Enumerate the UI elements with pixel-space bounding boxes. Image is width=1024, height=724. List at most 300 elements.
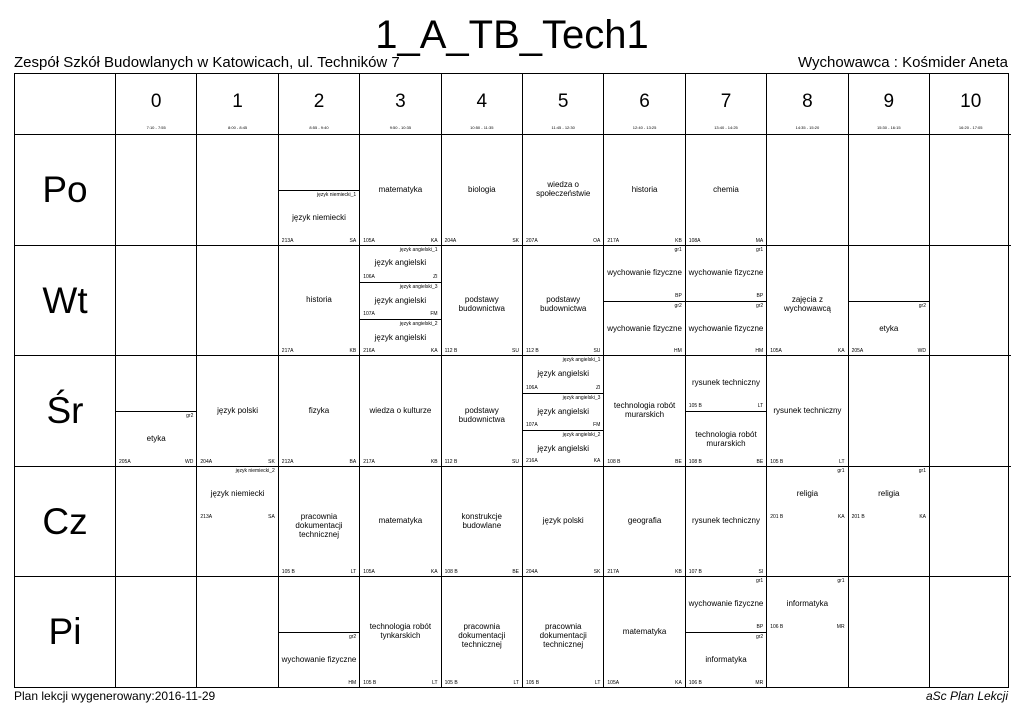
lesson-subject: technologia robót murarskich [613,401,676,420]
lesson-cell [197,467,278,578]
lesson-teacher: LT [513,679,519,686]
period-header [197,74,278,135]
lesson-room: 112 B [526,348,539,354]
period-header [360,74,441,135]
day-label: Pi [48,611,82,652]
lesson-subject: język niemiecki [292,213,346,223]
lesson-slot[interactable] [604,467,684,578]
period-number: 1 [232,91,243,112]
lesson-cell [604,246,685,357]
lesson-teacher: BA [349,458,357,465]
lesson-room: 107 B [688,569,702,575]
lesson-subject: wychowanie fizyczne [281,655,357,665]
period-time: 7:10 - 7:55 [146,125,166,130]
lesson-room: 105 B [526,679,540,686]
lesson-subject: geografia [627,516,662,526]
lesson-slot[interactable] [279,356,359,467]
lesson-teacher: KB [675,569,682,575]
day-label: Wt [42,279,88,321]
lesson-room: 106A [526,384,538,391]
lesson-room: 217A [607,237,620,244]
period-time: 15:30 - 16:15 [877,125,901,130]
day-label-cell [15,467,116,578]
period-number: 8 [802,91,813,112]
lesson-cell [523,246,604,357]
period-number: 3 [395,91,406,112]
lesson-teacher: BP [675,292,682,299]
lesson-cell [523,356,604,467]
period-time: 8:00 - 8:45 [228,125,248,130]
lesson-slot[interactable] [442,356,522,467]
lesson-cell [767,356,848,467]
lesson-teacher: OA [593,237,601,244]
period-header [279,74,360,135]
lesson-subject: wychowanie fizyczne [607,323,682,333]
lesson-subject: podstawy budownictwa [540,295,587,314]
lesson-room: 105A [770,348,782,354]
lesson-group: język angielski_2 [399,321,438,328]
lesson-subject: fizyka [308,405,330,415]
lesson-room: 105 B [444,679,458,686]
lesson-subject: zajęcia z wychowawcą [783,295,831,314]
lesson-slot[interactable] [849,467,929,522]
lesson-cell [849,467,930,578]
lesson-teacher: ZI [595,384,601,391]
lesson-cell [279,467,360,578]
lesson-room: 217A [281,348,294,354]
lesson-subject: podstawy budownictwa [458,295,505,314]
period-header [442,74,523,135]
period-number: 7 [720,91,732,112]
lesson-teacher: LT [432,679,438,686]
lesson-cell [604,467,685,578]
lesson-teacher: LT [757,403,764,410]
lesson-room: 112 B [444,458,458,465]
lesson-slot[interactable] [279,246,359,357]
period-time: 9:50 - 10:35 [389,125,412,130]
lesson-group: gr2 [755,302,764,309]
period-header [930,74,1011,135]
lesson-slot[interactable] [767,246,847,357]
lesson-subject: język polski [542,516,584,526]
lesson-cell [116,356,197,467]
day-label: Śr [46,390,84,431]
period-number: 5 [557,91,569,112]
lesson-subject: pracownia dokumentacji technicznej [458,622,506,650]
lesson-group: gr1 [674,246,682,253]
lesson-subject: język angielski [374,296,427,306]
lesson-slot[interactable] [279,190,359,245]
lesson-cell [849,135,930,246]
lesson-subject: wychowanie fizyczne [688,599,764,609]
lesson-cell [360,467,441,578]
lesson-teacher: KB [675,237,682,244]
lesson-cell [930,135,1011,246]
lesson-cell [523,577,604,688]
lesson-teacher: HM [348,679,357,686]
lesson-cell [360,577,441,688]
lesson-slot[interactable] [360,246,440,283]
lesson-slot[interactable] [604,246,684,301]
lesson-cell [279,135,360,246]
lesson-subject: wiedza o kulturze [369,405,432,415]
lesson-cell [116,246,197,357]
lesson-group: gr2 [755,634,764,641]
lesson-cell [686,246,767,357]
period-header [116,74,197,135]
lesson-subject: język niemiecki [210,488,265,498]
lesson-cell [930,356,1011,467]
lesson-cell [442,135,523,246]
lesson-teacher: WD [185,458,194,465]
day-label-cell [15,135,116,246]
lesson-slot[interactable] [279,467,359,578]
lesson-group: język angielski_3 [399,284,438,291]
lesson-subject: język angielski [537,368,589,378]
lesson-slot[interactable] [279,632,359,687]
lesson-group: gr2 [348,634,357,641]
lesson-cell [442,577,523,688]
lesson-room: 105 B [363,679,377,686]
lesson-group: język angielski_1 [399,246,438,253]
lesson-slot[interactable] [849,301,929,356]
lesson-room: 216A [526,458,538,465]
lesson-teacher: KA [675,679,682,686]
lesson-teacher: BE [756,458,764,465]
lesson-teacher: HM [674,348,682,354]
lesson-teacher: MR [755,679,764,686]
lesson-teacher: LT [839,458,845,465]
lesson-teacher: FM [430,311,438,318]
lesson-slot[interactable] [360,577,440,688]
lesson-group: gr2 [918,302,926,309]
lesson-room: 205A [119,458,131,465]
lesson-teacher: KA [919,513,926,520]
lesson-subject: matematyka [622,626,667,636]
lesson-teacher: KA [837,348,845,354]
lesson-subject: język angielski [537,443,589,453]
lesson-slot[interactable] [523,135,603,246]
lesson-group: gr1 [755,246,764,253]
period-time: 11:45 - 12:30 [551,125,575,130]
lesson-room: 108 B [688,458,702,465]
lesson-teacher: BE [512,569,519,575]
lesson-group: gr1 [837,578,845,584]
period-number: 9 [883,91,895,112]
lesson-room: 204A [200,458,213,465]
lesson-subject: pracownia dokumentacji technicznej [539,622,587,650]
lesson-subject: wiedza o społeczeństwie [536,180,591,199]
day-label: Cz [42,500,88,542]
lesson-slot[interactable] [442,467,522,578]
lesson-teacher: LT [350,569,357,575]
school-name: Zespół Szkół Budowlanych w Katowicach, ul. Techników 7 [14,54,400,71]
lesson-room: 105A [363,237,375,244]
lesson-cell [442,467,523,578]
lesson-room: 204A [526,569,538,575]
lesson-slot[interactable] [523,430,603,467]
lesson-teacher: FM [593,421,601,428]
lesson-slot[interactable] [767,356,847,467]
lesson-cell [849,356,930,467]
lesson-group: gr1 [755,578,764,584]
lesson-group: język angielski_3 [562,394,601,401]
lesson-room: 216A [363,347,375,354]
lesson-room: 108 B [607,458,621,465]
lesson-cell [686,356,767,467]
lesson-room: 205A [851,348,864,354]
day-label-cell [15,356,116,467]
lesson-subject: rysunek techniczny [691,378,760,388]
lesson-subject: język polski [217,405,259,415]
lesson-room: 105A [363,569,375,575]
lesson-subject: etyka [879,323,899,333]
lesson-slot[interactable] [360,135,440,246]
lesson-cell [360,135,441,246]
lesson-slot[interactable] [442,246,522,357]
lesson-cell [604,135,685,246]
lesson-subject: chemia [713,184,739,194]
lesson-subject: matematyka [378,184,423,194]
lesson-slot[interactable] [604,135,684,246]
lesson-group: gr1 [918,467,926,474]
lesson-teacher: BP [756,624,764,631]
lesson-cell [279,577,360,688]
lesson-subject: informatyka [705,655,747,665]
lesson-slot[interactable] [523,356,603,393]
period-header [523,74,604,135]
period-number: 0 [150,91,162,112]
lesson-slot[interactable] [604,577,684,688]
lesson-group: gr2 [186,413,194,420]
lesson-subject: język angielski [537,406,589,416]
lesson-subject: etyka [146,434,166,444]
lesson-teacher: SU [593,348,601,354]
lesson-teacher: KA [430,569,438,575]
lesson-teacher: HM [755,348,764,354]
lesson-cell [116,135,197,246]
lesson-teacher: KA [837,513,845,520]
lesson-subject: wychowanie fizyczne [607,267,682,277]
lesson-subject: rysunek techniczny [691,516,760,526]
lesson-teacher: SK [268,458,275,465]
lesson-slot[interactable] [360,319,440,356]
lesson-teacher: KB [349,348,357,354]
lesson-room: 201 B [851,513,865,520]
lesson-cell [849,577,930,688]
lesson-subject: podstawy budownictwa [458,405,505,424]
lesson-cell [360,356,441,467]
lesson-subject: wychowanie fizyczne [688,323,764,333]
lesson-teacher: LT [594,679,601,686]
lesson-slot[interactable] [686,135,766,246]
lesson-room: 212A [281,458,294,465]
lesson-teacher: SU [512,458,519,465]
lesson-subject: technologia robót murarskich [695,429,757,448]
lesson-room: 213A [200,513,213,520]
lesson-teacher: SA [349,237,357,244]
lesson-cell [116,577,197,688]
lesson-room: 106A [363,274,375,281]
lesson-subject: historia [631,184,658,194]
lesson-slot[interactable] [767,577,847,632]
lesson-cell [604,577,685,688]
lesson-cell [767,577,848,688]
lesson-teacher: SI [758,569,764,575]
period-time: 14:35 - 15:20 [795,125,820,130]
lesson-teacher: SK [593,569,601,575]
lesson-teacher: SU [512,348,519,354]
lesson-cell [442,356,523,467]
lesson-subject: informatyka [786,599,829,609]
lesson-slot[interactable] [523,577,603,688]
lesson-teacher: ZI [433,274,438,281]
period-time: 12:40 - 13:25 [632,125,657,130]
lesson-cell [849,246,930,357]
lesson-cell [523,467,604,578]
lesson-subject: język angielski [374,333,427,343]
lesson-subject: pracownia dokumentacji technicznej [295,511,343,539]
period-time: 8:55 - 9:40 [309,125,329,130]
lesson-cell [686,135,767,246]
lesson-cell [197,135,278,246]
lesson-room: 105 B [688,403,702,410]
lesson-teacher: MR [836,624,845,631]
lesson-room: 217A [607,569,620,575]
lesson-slot[interactable] [604,356,684,467]
lesson-subject: historia [306,295,332,305]
lesson-slot[interactable] [767,467,847,522]
timetable-grid [14,73,1009,688]
lesson-cell [767,467,848,578]
corner-cell [15,74,116,135]
lesson-cell [197,246,278,357]
period-header [849,74,930,135]
lesson-teacher: BE [675,458,682,465]
lesson-slot[interactable] [686,577,766,632]
lesson-teacher: KA [430,237,438,244]
lesson-slot[interactable] [523,393,603,430]
lesson-cell [686,467,767,578]
lesson-slot[interactable] [197,356,277,467]
lesson-cell [523,135,604,246]
lesson-slot[interactable] [523,467,603,578]
period-header [686,74,767,135]
lesson-slot[interactable] [360,467,440,578]
period-number: 4 [476,91,488,112]
lesson-subject: język angielski [374,258,427,268]
lesson-cell [279,246,360,357]
lesson-slot[interactable] [442,135,522,246]
lesson-teacher: KA [593,458,601,465]
lesson-cell [767,246,848,357]
lesson-subject: religia [878,488,900,498]
lesson-group: gr2 [674,302,682,309]
lesson-teacher: SA [268,513,275,520]
generated-date: Plan lekcji wygenerowany:2016-11-29 [14,689,216,703]
lesson-group: język niemiecki_2 [235,467,275,474]
lesson-subject: matematyka [378,516,423,526]
lesson-cell [279,356,360,467]
day-label-cell [15,577,116,688]
lesson-slot[interactable] [604,301,684,356]
lesson-room: 217A [363,458,375,465]
lesson-cell [116,467,197,578]
lesson-slot[interactable] [686,301,766,356]
lesson-cell [442,246,523,357]
lesson-subject: religia [796,488,819,498]
lesson-cell [930,577,1011,688]
lesson-teacher: BP [756,292,764,299]
lesson-slot[interactable] [523,246,603,357]
lesson-cell [767,135,848,246]
lesson-group: gr1 [837,467,845,474]
period-time: 16:20 - 17:05 [958,125,983,130]
lesson-slot[interactable] [116,411,196,466]
page-title: 1_A_TB_Tech1 [375,13,649,57]
software-credit: aSc Plan Lekcji [925,689,1008,703]
lesson-room: 207A [526,237,538,244]
lesson-slot[interactable] [686,246,766,301]
lesson-cell [604,356,685,467]
lesson-subject: biologia [468,184,496,194]
lesson-slot[interactable] [360,356,440,467]
lesson-subject: rysunek techniczny [773,405,842,415]
lesson-room: 107A [526,421,538,428]
lesson-group: język angielski_2 [562,431,601,438]
lesson-slot[interactable] [197,467,277,522]
lesson-slot[interactable] [686,411,766,466]
lesson-teacher: SK [512,237,519,244]
lesson-teacher: KB [430,458,438,465]
day-label-cell [15,246,116,357]
lesson-teacher: MA [755,237,764,244]
lesson-teacher: WD [917,348,926,354]
lesson-subject: wychowanie fizyczne [688,267,764,277]
period-header [604,74,685,135]
lesson-room: 201 B [770,513,784,520]
period-header [767,74,848,135]
lesson-room: 204A [444,237,457,244]
lesson-room: 106 B [688,679,702,686]
lesson-slot[interactable] [686,632,766,687]
lesson-room: 106 B [770,624,784,631]
lesson-teacher: KA [430,347,438,354]
lesson-cell [930,467,1011,578]
lesson-cell [686,577,767,688]
period-time: 10:50 - 11:35 [470,125,494,130]
lesson-slot[interactable] [686,467,766,578]
lesson-subject: technologia robót tynkarskich [369,622,432,641]
lesson-room: 112 B [444,348,458,354]
lesson-slot[interactable] [442,577,522,688]
lesson-slot[interactable] [686,356,766,411]
lesson-room: 107A [363,311,375,318]
lesson-group: język niemiecki_1 [317,192,357,199]
lesson-subject: konstrukcje budowlane [461,511,503,530]
lesson-group: język angielski_1 [562,357,601,363]
period-number: 10 [960,91,982,112]
lesson-room: 108 B [444,569,458,575]
lesson-room: 108A [688,237,701,244]
period-number: 2 [313,91,325,112]
day-label: Po [42,169,88,210]
period-number: 6 [639,91,650,112]
period-time: 13:40 - 14:25 [714,125,738,130]
lesson-cell [930,246,1011,357]
lesson-room: 213A [281,237,294,244]
lesson-slot[interactable] [360,282,440,319]
